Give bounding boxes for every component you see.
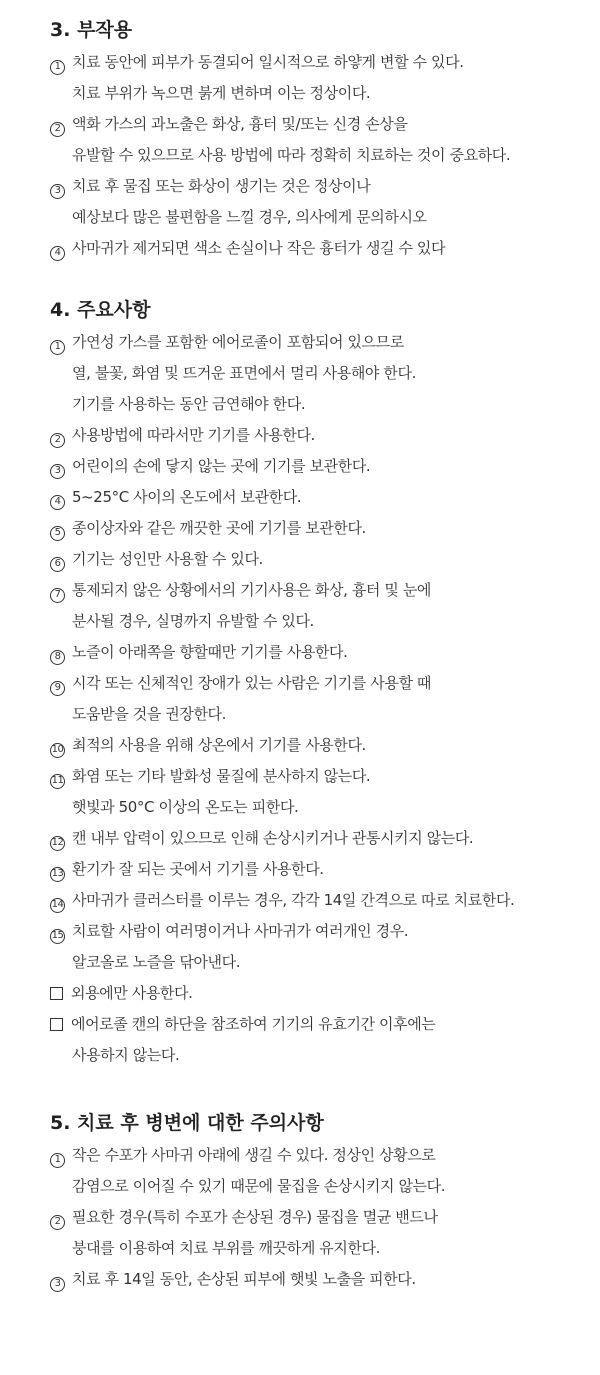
section-title: 4. 주요사항 (50, 299, 151, 321)
circled-number-marker: 8 (50, 650, 65, 665)
list-item-continuation (50, 606, 580, 637)
list-item-text: 화염 또는 기타 발화성 물질에 분사하지 않는다. (72, 767, 371, 785)
list-item (50, 730, 580, 761)
list-item-text: 치료 후 14일 동안, 손상된 피부에 햇빛 노출을 피한다. (72, 1270, 416, 1288)
list-item-continuation (50, 389, 580, 420)
circled-number-marker: 4 (50, 246, 65, 261)
circled-number-marker: 9 (50, 681, 65, 696)
list-item-continuation (50, 358, 580, 389)
section-precautions (50, 296, 580, 1071)
list-item (50, 47, 580, 109)
list-item-text: 햇빛과 50°C 이상의 온도는 피한다. (72, 798, 299, 816)
circled-number-marker: 14 (50, 898, 65, 913)
list-item-continuation (50, 1040, 580, 1071)
list-item (50, 420, 580, 451)
list-item (50, 482, 580, 513)
circled-number-marker: 2 (50, 1215, 65, 1230)
list-item-text: 분사될 경우, 실명까지 유발할 수 있다. (72, 612, 314, 630)
list-item-line (50, 978, 580, 1009)
list-item-text: 액화 가스의 과노출은 화상, 흉터 및/또는 신경 손상을 (72, 115, 408, 133)
list-item-text: 통제되지 않은 상황에서의 기기사용은 화상, 흉터 및 눈에 (72, 581, 432, 599)
circled-number-marker: 15 (50, 929, 65, 944)
list-item (50, 823, 580, 854)
list-item-line (50, 451, 580, 482)
list-item-line (50, 109, 580, 140)
list-item-text: 알코올로 노즐을 닦아낸다. (72, 953, 241, 971)
list-item (50, 668, 580, 730)
list-item-text: 최적의 사용을 위해 상온에서 기기를 사용한다. (72, 736, 366, 754)
list-item (50, 1264, 580, 1295)
list-item-line (50, 885, 580, 916)
list-item-continuation (50, 202, 580, 233)
list-item-text: 사마귀가 제거되면 색소 손실이나 작은 흉터가 생길 수 있다 (72, 239, 446, 257)
list-item-text: 노즐이 아래쪽을 향할때만 기기를 사용한다. (72, 643, 348, 661)
list-item-text: 치료 부위가 녹으면 붉게 변하며 이는 정상이다. (72, 84, 371, 102)
circled-number-marker: 6 (50, 557, 65, 572)
list-item (50, 1009, 580, 1071)
list-item-line (50, 916, 580, 947)
list-item (50, 109, 580, 171)
circled-number-marker: 3 (50, 1277, 65, 1292)
list-item (50, 327, 580, 420)
list-item-text: 가연성 가스를 포함한 에어로졸이 포함되어 있으므로 (72, 333, 404, 351)
section-title: 3. 부작용 (50, 19, 133, 41)
list-item-continuation (50, 1233, 580, 1264)
circled-number-marker: 10 (50, 743, 65, 758)
list-item-line (50, 1264, 580, 1295)
checkbox-square-icon (50, 987, 63, 1000)
list-item-text: 작은 수포가 사마귀 아래에 생길 수 있다. 정상인 상황으로 (72, 1146, 436, 1164)
list-item-text: 종이상자와 같은 깨끗한 곳에 기기를 보관한다. (72, 519, 366, 537)
list-item-text: 도움받을 것을 권장한다. (72, 705, 227, 723)
list-item (50, 544, 580, 575)
circled-number-marker: 3 (50, 464, 65, 479)
section-title: 5. 치료 후 병변에 대한 주의사항 (50, 1112, 324, 1134)
list-item-line (50, 513, 580, 544)
list-item (50, 171, 580, 233)
list-item-text: 기기는 성인만 사용할 수 있다. (72, 550, 263, 568)
list-item (50, 978, 580, 1009)
list-item-text: 캔 내부 압력이 있으므로 인해 손상시키거나 관통시키지 않는다. (72, 829, 474, 847)
circled-number-marker: 5 (50, 526, 65, 541)
list-item-line (50, 1202, 580, 1233)
circled-number-marker: 11 (50, 774, 65, 789)
list-item-text: 치료할 사람이 여러명이거나 사마귀가 여러개인 경우. (72, 922, 409, 940)
list-item-line (50, 575, 580, 606)
list-item-line (50, 171, 580, 202)
list-item-continuation (50, 792, 580, 823)
list-item (50, 761, 580, 823)
list-item-line (50, 668, 580, 699)
list-item-line (50, 730, 580, 761)
list-item-text: 치료 동안에 피부가 동결되어 일시적으로 하얗게 변할 수 있다. (72, 53, 464, 71)
list-item-text: 외용에만 사용한다. (71, 984, 193, 1002)
list-item-text: 시각 또는 신체적인 장애가 있는 사람은 기기를 사용할 때 (72, 674, 432, 692)
list-item-line (50, 544, 580, 575)
list-item-text: 유발할 수 있으므로 사용 방법에 따라 정확히 치료하는 것이 중요하다. (72, 146, 511, 164)
list-item (50, 1202, 580, 1264)
section-post-treatment (50, 1109, 580, 1295)
circled-number-marker: 12 (50, 836, 65, 851)
list-item (50, 916, 580, 978)
list-item-line (50, 637, 580, 668)
list-item-text: 감염으로 이어질 수 있기 때문에 물집을 손상시키지 않는다. (72, 1177, 446, 1195)
checkbox-square-icon (50, 1018, 63, 1031)
list-item-line (50, 823, 580, 854)
list-item-text: 필요한 경우(특히 수포가 손상된 경우) 물집을 멸균 밴드나 (72, 1208, 438, 1226)
circled-number-marker: 3 (50, 184, 65, 199)
list-item-line (50, 47, 580, 78)
circled-number-marker: 1 (50, 1153, 65, 1168)
list-item-text: 기기를 사용하는 동안 금연해야 한다. (72, 395, 306, 413)
list-item-continuation (50, 699, 580, 730)
list-item-text: 사용방법에 따라서만 기기를 사용한다. (72, 426, 315, 444)
list-item-text: 붕대를 이용하여 치료 부위를 깨끗하게 유지한다. (72, 1239, 381, 1257)
list-item-text: 사용하지 않는다. (72, 1046, 180, 1064)
list-item-text: 5~25°C 사이의 온도에서 보관한다. (72, 488, 302, 506)
list-item (50, 1140, 580, 1202)
circled-number-marker: 13 (50, 867, 65, 882)
list-item-text: 치료 후 물집 또는 화상이 생기는 것은 정상이나 (72, 177, 371, 195)
list-item-continuation (50, 1171, 580, 1202)
list-item (50, 854, 580, 885)
circled-number-marker: 2 (50, 433, 65, 448)
list-item-line (50, 854, 580, 885)
circled-number-marker: 1 (50, 60, 65, 75)
section-side-effects (50, 16, 580, 264)
list-item-line (50, 233, 580, 264)
list-item-text: 사마귀가 클러스터를 이루는 경우, 각각 14일 간격으로 따로 치료한다. (72, 891, 515, 909)
list-item (50, 575, 580, 637)
list-item (50, 885, 580, 916)
circled-number-marker: 4 (50, 495, 65, 510)
list-item-line (50, 420, 580, 451)
list-item-continuation (50, 78, 580, 109)
list-item-line (50, 482, 580, 513)
list-item (50, 451, 580, 482)
list-item-line (50, 761, 580, 792)
circled-number-marker: 2 (50, 122, 65, 137)
list-item (50, 233, 580, 264)
list-item-text: 열, 불꽃, 화염 및 뜨거운 표면에서 멀리 사용해야 한다. (72, 364, 416, 382)
list-item-line (50, 1009, 580, 1040)
list-item-text: 환기가 잘 되는 곳에서 기기를 사용한다. (72, 860, 324, 878)
list-item-text: 예상보다 많은 불편함을 느낄 경우, 의사에게 문의하시오 (72, 208, 427, 226)
list-item-continuation (50, 140, 580, 171)
list-item-text: 어린이의 손에 닿지 않는 곳에 기기를 보관한다. (72, 457, 371, 475)
list-item-line (50, 327, 580, 358)
list-item (50, 637, 580, 668)
circled-number-marker: 7 (50, 588, 65, 603)
list-item-continuation (50, 947, 580, 978)
list-item-line (50, 1140, 580, 1171)
list-item-text: 에어로졸 캔의 하단을 참조하여 기기의 유효기간 이후에는 (71, 1015, 436, 1033)
list-item (50, 513, 580, 544)
circled-number-marker: 1 (50, 340, 65, 355)
